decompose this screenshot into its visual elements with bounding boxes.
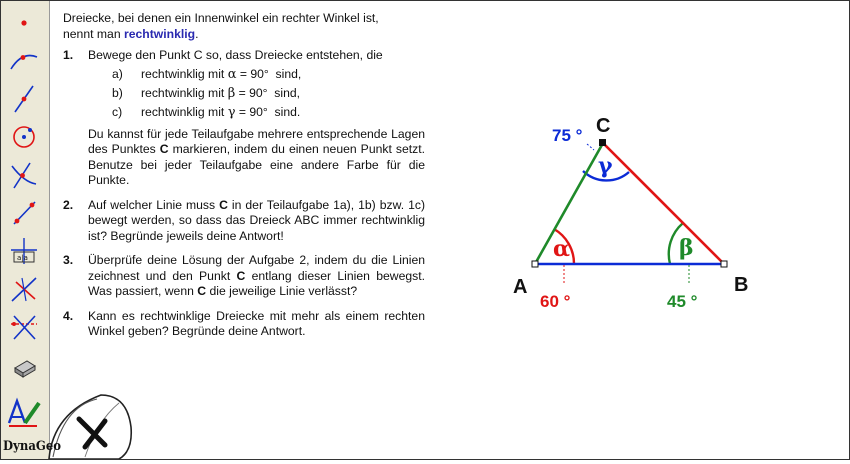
task-item-2	[63, 198, 425, 245]
gamma-label: γ	[598, 153, 613, 179]
point-c-ref: C	[159, 142, 169, 156]
point-c-handle[interactable]	[599, 139, 606, 146]
angle-c-value: 75 °	[552, 126, 583, 145]
dynageo-logo	[1, 393, 136, 459]
subtask-letter: c)	[112, 105, 123, 120]
greek-symbol: α	[227, 67, 237, 83]
circle-tool-icon[interactable]	[6, 121, 42, 153]
subtask-letter: b)	[112, 86, 123, 101]
intro-suffix: .	[195, 26, 199, 41]
point-b-handle[interactable]	[721, 261, 727, 267]
greek-symbol: γ	[227, 105, 236, 121]
point-c-ref: C	[219, 197, 228, 212]
point-a-label: A	[513, 276, 528, 298]
point-c-label: C	[596, 115, 611, 137]
triangle-figure	[506, 101, 776, 316]
task-3-text: die jeweilige Linie verlässt?	[206, 284, 358, 298]
intro-highlight: rechtwinklig	[123, 26, 196, 41]
task-2-text: in der Teilaufgabe 1a), 1b) bzw. 1c) bewegt werden, so dass das Dreieck ABC immer rechtwinklig ist? Begründe jeweils deine Antwort!	[88, 197, 426, 243]
eraser-tool-icon[interactable]	[6, 351, 42, 383]
angle-c-leader	[587, 144, 594, 150]
greek-symbol: β	[227, 86, 236, 102]
subtask-text: rechtwinklig mit	[141, 105, 228, 120]
task-item-4	[63, 309, 425, 340]
angle-a-value: 60 °	[540, 292, 571, 311]
task-number: 4.	[63, 308, 74, 323]
task-1-tail: markieren, indem du einen neuen Punkt setzt. Benutze bei jeder Teilaufgabe eine andere Farbe für die Punkte.	[88, 142, 425, 187]
intro-paragraph	[63, 11, 425, 42]
alpha-label: α	[553, 236, 570, 262]
task-3-text: entlang dieser Linien bewegst. Was passiert, wenn	[88, 268, 425, 298]
intersection-tool-icon[interactable]	[6, 159, 42, 191]
angle-b-value: 45 °	[667, 292, 698, 311]
task-number: 2.	[63, 197, 74, 212]
delete-tool-icon[interactable]	[6, 311, 42, 343]
task-item-1	[63, 48, 425, 189]
task-3-text: Überprüfe deine Lösung der Aufgabe 2, indem du die Linien zeichnest und den Punkt	[88, 253, 425, 283]
tool-palette	[1, 1, 50, 459]
subtask-text: rechtwinklig mit	[141, 86, 228, 101]
intro-line: Dreiecke, bei denen ein Innenwinkel ein rechter Winkel ist,	[63, 11, 379, 25]
task-text	[63, 11, 425, 349]
subtask-item	[112, 85, 425, 104]
point-a-handle[interactable]	[532, 261, 538, 267]
task-2-text: Auf welcher Linie muss	[88, 197, 220, 212]
subtask-text: = 90° sind,	[235, 86, 301, 101]
point-tool-icon[interactable]	[6, 7, 42, 39]
point-c-ref: C	[236, 268, 246, 283]
task-number: 3.	[63, 253, 74, 267]
task-list	[63, 48, 425, 340]
point-c-ref: C	[197, 284, 207, 298]
beta-label: β	[679, 235, 694, 261]
line-point-tool-icon[interactable]	[6, 83, 42, 115]
subtask-item	[112, 66, 425, 85]
logo-brand-text: DynaGeo	[3, 439, 62, 454]
task-number: 1.	[63, 48, 74, 62]
task-1-tail: Du kannst für jede Teilaufgabe mehrere entsprechende Lagen des Punktes	[88, 126, 425, 156]
svg-text:a|a: a|a	[17, 254, 28, 262]
task-1-lead: Bewege den Punkt C so, dass Dreiecke entstehen, die	[88, 48, 383, 62]
subtask-text: = 90° sind,	[236, 67, 302, 82]
side-bc	[603, 143, 724, 264]
subtask-list	[112, 66, 425, 123]
segment-tool-icon[interactable]	[6, 197, 42, 229]
task-item-3	[63, 253, 425, 300]
task-4-text: Kann es rechtwinklige Dreiecke mit mehr als einem rechten Winkel geben? Begründe deine Antwort.	[88, 308, 425, 338]
locus-tool-icon[interactable]	[6, 273, 42, 305]
subtask-text: = 90° sind.	[235, 105, 301, 120]
subtask-item	[112, 104, 425, 123]
measure-tool-icon[interactable]	[6, 235, 42, 267]
point-b-label: B	[734, 274, 749, 296]
subtask-letter: a)	[112, 67, 123, 82]
intro-prefix: nennt man	[63, 26, 124, 41]
subtask-text: rechtwinklig mit	[141, 67, 228, 82]
curve-point-tool-icon[interactable]	[6, 46, 42, 78]
